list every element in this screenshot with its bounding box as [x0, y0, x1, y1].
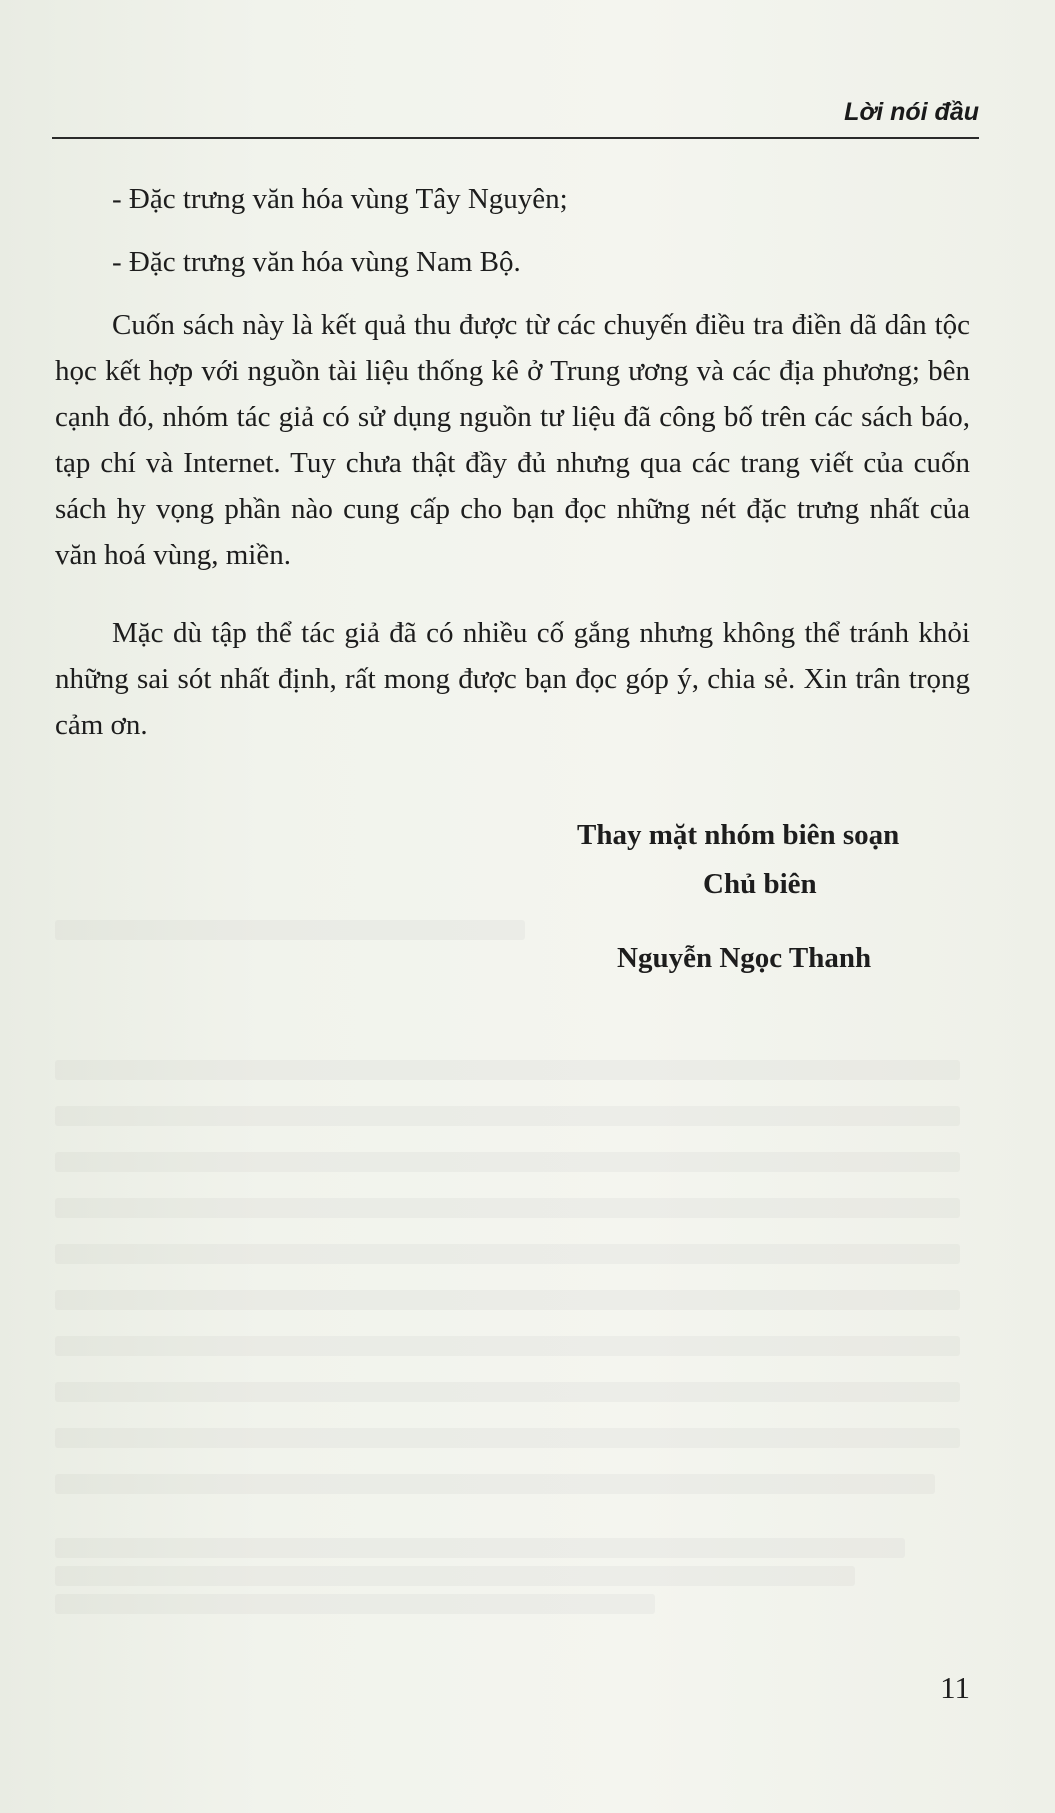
body-text — [55, 176, 970, 748]
running-header-title: Lời nói đầu — [844, 98, 979, 126]
paragraph: Cuốn sách này là kết quả thu được từ các chuyến điều tra điền dã dân tộc học kết hợp với nguồn tài liệu thống kê ở Trung ương và các địa phương; bên cạnh đó, nhóm tác giả có sử dụng nguồn tư liệu đã công bố trên các sách báo, tạp chí và Internet. Tuy chưa thật đầy đủ nhưng qua các trang viết của cuốn sách hy vọng phần nào cung cấp cho bạn đọc những nét đặc trưng nhất của văn hoá vùng, miền. — [55, 309, 970, 571]
paragraph: Mặc dù tập thể tác giả đã có nhiều cố gắng nhưng không thể tránh khỏi những sai sót nhất định, rất mong được bạn đọc góp ý, chia sẻ. Xin trân trọng cảm ơn. — [55, 617, 970, 741]
page-number: 11 — [940, 1670, 970, 1705]
signature-title: Chủ biên — [703, 868, 817, 900]
signature-name: Nguyễn Ngọc Thanh — [617, 942, 872, 974]
signature-role: Thay mặt nhóm biên soạn — [577, 819, 900, 851]
header-rule — [52, 137, 979, 139]
bullet-item: - Đặc trưng văn hóa vùng Tây Nguyên; — [112, 183, 568, 215]
bullet-item: - Đặc trưng văn hóa vùng Nam Bộ. — [112, 246, 521, 278]
